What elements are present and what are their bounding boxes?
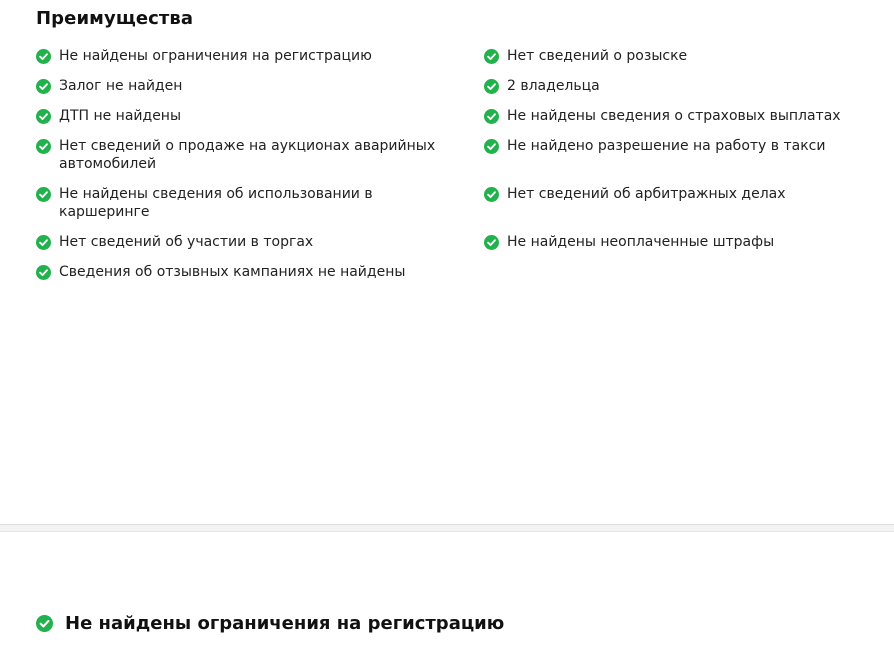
check-circle-icon (36, 265, 51, 280)
advantage-label: 2 владельца (507, 78, 600, 94)
check-circle-icon (484, 79, 499, 94)
check-circle-icon (36, 79, 51, 94)
advantage-item (484, 233, 894, 251)
advantage-label: Сведения об отзывных кампаниях не найдены (59, 264, 406, 280)
advantage-item (36, 47, 484, 65)
check-circle-icon (36, 235, 51, 250)
check-circle-icon (484, 187, 499, 202)
advantage-label: Не найдены сведения об использовании в каршеринге (59, 186, 373, 220)
advantage-label: Не найдены сведения о страховых выплатах (507, 108, 841, 124)
check-circle-icon (36, 109, 51, 124)
advantage-label: Нет сведений об участии в торгах (59, 234, 314, 250)
check-circle-icon (484, 139, 499, 154)
advantage-item (484, 107, 894, 125)
check-circle-icon (36, 615, 53, 632)
advantages-list (36, 47, 894, 281)
advantage-item (36, 137, 484, 173)
check-circle-icon (484, 109, 499, 124)
advantage-label: Нет сведений об арбитражных делах (507, 186, 786, 202)
advantage-item (36, 107, 484, 125)
advantage-label: Нет сведений о продаже на аукционах аварийных автомобилей (59, 138, 436, 172)
advantage-label: Залог не найден (59, 78, 183, 94)
advantage-label: Не найдены ограничения на регистрацию (59, 48, 372, 64)
advantage-item (36, 185, 484, 221)
detail-heading-text: Не найдены ограничения на регистрацию (65, 613, 505, 634)
advantage-label: Не найдено разрешение на работу в такси (507, 138, 826, 154)
advantage-label: Не найдены неоплаченные штрафы (507, 234, 775, 250)
advantage-item (484, 137, 894, 173)
advantage-item (36, 263, 484, 281)
section-divider (0, 524, 894, 532)
advantage-item (484, 47, 894, 65)
advantage-item (484, 185, 894, 221)
check-circle-icon (484, 49, 499, 64)
advantage-item (484, 77, 894, 95)
check-circle-icon (36, 187, 51, 202)
check-circle-icon (36, 49, 51, 64)
check-circle-icon (484, 235, 499, 250)
check-circle-icon (36, 139, 51, 154)
advantage-item (36, 233, 484, 251)
advantages-title: Преимущества (36, 8, 194, 29)
advantage-item (36, 77, 484, 95)
advantage-label: ДТП не найдены (59, 108, 182, 124)
detail-heading (36, 613, 504, 634)
advantage-label: Нет сведений о розыске (507, 48, 688, 64)
